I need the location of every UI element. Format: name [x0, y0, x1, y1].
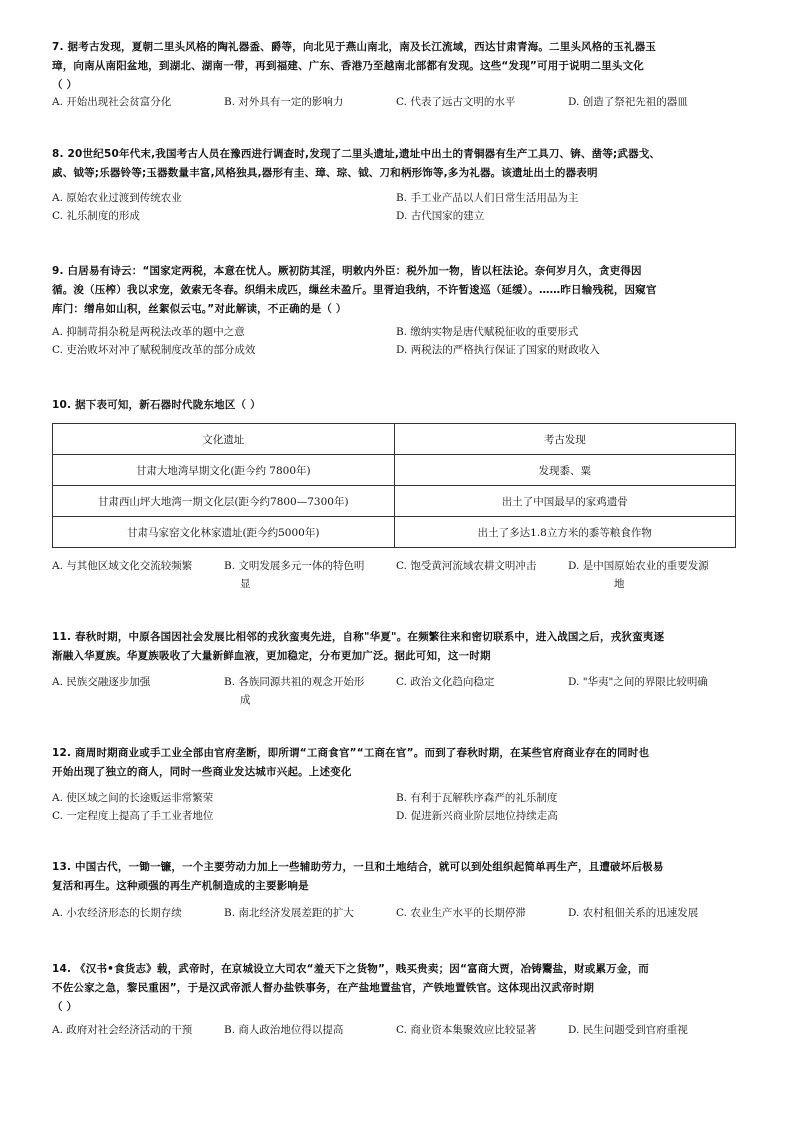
- table-header-cell: 文化遗址: [53, 424, 395, 455]
- question-11-option-d[interactable]: D. "华夷"之间的界限比较明确: [568, 676, 708, 688]
- question-10-option-a[interactable]: A. 与其他区域文化交流较频繁: [52, 560, 193, 572]
- question-8-option-b[interactable]: B. 手工业产品以人们日常生活用品为主: [396, 192, 579, 204]
- question-10-option-d[interactable]: D. 是中国原始农业的重要发源: [568, 560, 709, 572]
- question-12-options: [52, 790, 752, 826]
- table-cell: 甘肃西山坪大地湾一期文化层(距今约7800—7300年): [53, 486, 395, 517]
- question-7-stem-line3: （ ）: [52, 79, 78, 91]
- question-13-option-b[interactable]: B. 南北经济发展差距的扩大: [224, 907, 354, 919]
- question-7-option-d[interactable]: D. 创造了祭祀先祖的器皿: [568, 96, 688, 108]
- question-7-stem-line1: 7. 据考古发现，夏朝二里头风格的陶礼器盉、爵等，向北见于燕山南北，南及长江流域，西达甘肃青海。二里头风格的玉礼器玉: [52, 41, 657, 53]
- question-9: [52, 262, 752, 319]
- question-13-stem-line1: 13. 中国古代，一锄一镰，一个主要劳动力加上一些辅助劳力，一旦和土地结合，就可以到处组织起简单再生产，且遭破坏后极易: [52, 861, 664, 873]
- question-9-option-d[interactable]: D. 两税法的严格执行保证了国家的财政收入: [396, 344, 600, 356]
- question-9-stem: [52, 262, 752, 319]
- question-10: [52, 396, 752, 415]
- table-cell: 发现黍、粟: [394, 455, 736, 486]
- question-8-stem-line1: 8. 20世纪50年代末,我国考古人员在豫西进行调查时,发现了二里头遗址,遗址中出土的青铜器有生产工具刀、锛、凿等;武器戈、: [52, 148, 661, 160]
- question-13: [52, 858, 752, 896]
- question-8-option-c[interactable]: C. 礼乐制度的形成: [52, 210, 140, 222]
- question-11-stem-line2: 渐融入华夏族。华夏族吸收了大量新鲜血液，更加稳定，分布更加广泛。据此可知，这一时期: [52, 650, 491, 662]
- question-14-option-a[interactable]: A. 政府对社会经济活动的干预: [52, 1024, 193, 1036]
- question-12-stem: [52, 744, 752, 782]
- question-7-option-c[interactable]: C. 代表了远古文明的水平: [396, 96, 516, 108]
- question-11-option-b[interactable]: B. 各族同源共祖的观念开始形: [224, 676, 365, 688]
- question-11-option-b-wrap: 成: [240, 694, 251, 706]
- table-cell: 甘肃马家窑文化林家遗址(距今约5000年): [53, 517, 395, 548]
- table-row: [53, 517, 736, 548]
- question-8-stem: [52, 145, 752, 183]
- question-10-stem: [52, 396, 752, 415]
- question-8: [52, 145, 752, 183]
- table-cell: 出土了中国最早的家鸡遗骨: [394, 486, 736, 517]
- question-8-option-a[interactable]: A. 原始农业过渡到传统农业: [52, 192, 182, 204]
- question-10-option-d-wrap: 地: [614, 578, 625, 590]
- question-14: [52, 960, 752, 1017]
- question-13-stem-line2: 复活和再生。这种顽强的再生产机制造成的主要影响是: [52, 880, 309, 892]
- question-9-option-b[interactable]: B. 缴纳实物是唐代赋税征收的重要形式: [396, 326, 579, 338]
- table-header-row: [53, 424, 736, 455]
- question-12-option-b[interactable]: B. 有利于瓦解秩序森严的礼乐制度: [396, 792, 558, 804]
- question-8-options: [52, 190, 752, 226]
- question-10-option-c[interactable]: C. 饱受黄河流域农耕文明冲击: [396, 560, 537, 572]
- question-10-option-b-wrap: 显: [240, 578, 251, 590]
- table-row: [53, 486, 736, 517]
- question-12-option-d[interactable]: D. 促进新兴商业阶层地位持续走高: [396, 810, 558, 822]
- question-14-option-c[interactable]: C. 商业资本集聚效应比较显著: [396, 1024, 537, 1036]
- question-11-stem: [52, 628, 752, 666]
- question-8-option-d[interactable]: D. 古代国家的建立: [396, 210, 485, 222]
- question-11-option-a[interactable]: A. 民族交融逐步加强: [52, 676, 151, 688]
- question-9-option-a[interactable]: A. 抑制苛捐杂税是两税法改革的题中之意: [52, 326, 245, 338]
- question-11-option-c[interactable]: C. 政治文化趋向稳定: [396, 676, 495, 688]
- question-7-option-b[interactable]: B. 对外具有一定的影响力: [224, 96, 344, 108]
- question-13-option-d[interactable]: D. 农村租佃关系的迅速发展: [568, 907, 699, 919]
- question-9-stem-line1: 9. 白居易有诗云：“国家定两税，本意在忧人。厥初防其淫，明敕内外臣：税外加一物，皆以枉法论。奈何岁月久，贪吏得因: [52, 265, 642, 277]
- question-9-stem-line3: 库门：缯帛如山积，丝絮似云屯。”对此解读，不正确的是（ ）: [52, 303, 347, 315]
- question-10-option-b[interactable]: B. 文明发展多元一体的特色明: [224, 560, 365, 572]
- question-12: [52, 744, 752, 782]
- question-14-stem-line1: 14. 《汉书•食货志》载，武帝时，在京城设立大司农“羞天下之货物”，贱买贵卖；因“富商大贾，冶铸鬻盐，财或累万金，而: [52, 963, 649, 975]
- question-12-stem-line2: 开始出现了独立的商人，同时一些商业发达城市兴起。上述变化: [52, 766, 352, 778]
- question-9-stem-line2: 循。浚（压榨）我以求宠，敛索无冬春。织绢未成匹，缫丝未盈斤。里胥迫我纳，不许暂逡巡（延缓）。……昨日输残税，因窥官: [52, 284, 657, 296]
- question-14-option-b[interactable]: B. 商人政治地位得以提高: [224, 1024, 344, 1036]
- table-cell: 甘肃大地湾早期文化(距今约 7800年): [53, 455, 395, 486]
- question-7-option-a[interactable]: A. 开始出现社会贫富分化: [52, 96, 172, 108]
- question-13-stem: [52, 858, 752, 896]
- question-10-table: [52, 423, 736, 548]
- question-10-stem-line1: 10. 据下表可知，新石器时代陇东地区（ ）: [52, 399, 261, 411]
- question-7-stem: [52, 38, 752, 95]
- question-13-option-c[interactable]: C. 农业生产水平的长期停滞: [396, 907, 526, 919]
- question-11: [52, 628, 752, 666]
- table-header-cell: 考古发现: [394, 424, 736, 455]
- question-12-option-c[interactable]: C. 一定程度上提高了手工业者地位: [52, 810, 214, 822]
- question-9-options: [52, 324, 752, 360]
- question-12-stem-line1: 12. 商周时期商业或手工业全部由官府垄断，即所谓“工商食官”“工商在官”。而到了春秋时期，在某些官府商业存在的同时也: [52, 747, 650, 759]
- question-14-option-d[interactable]: D. 民生问题受到官府重视: [568, 1024, 688, 1036]
- question-8-stem-line2: 戚、钺等;乐器铃等;玉器数量丰富,风格独具,器形有圭、璋、琮、钺、刀和柄形饰等,多为礼器。该遗址出土的器表明: [52, 167, 598, 179]
- question-10-options: [52, 558, 752, 594]
- question-14-stem-line3: （ ）: [52, 1001, 78, 1013]
- question-14-stem-line2: 不佐公家之急，黎民重困”，于是汉武帝派人督办盐铁事务，在产盐地置盐官，产铁地置铁官。这体现出汉武帝时期: [52, 982, 595, 994]
- question-12-option-a[interactable]: A. 使区域之间的长途贩运非常繁荣: [52, 792, 214, 804]
- question-11-options: [52, 674, 752, 710]
- question-7-stem-line2: 璋，向南从南阳盆地，到湖北、湖南一带，再到福建、广东、香港乃至越南北部都有发现。这些“发现”可用于说明二里头文化: [52, 60, 644, 72]
- table-row: [53, 455, 736, 486]
- question-11-stem-line1: 11. 春秋时期，中原各国因社会发展比相邻的戎狄蛮夷先进，自称"华夏"。在频繁往来和密切联系中，进入战国之后，戎狄蛮夷逐: [52, 631, 665, 643]
- question-13-option-a[interactable]: A. 小农经济形态的长期存续: [52, 907, 182, 919]
- question-14-stem: [52, 960, 752, 1017]
- question-7: [52, 38, 752, 95]
- table-cell: 出土了多达1.8立方米的黍等粮食作物: [394, 517, 736, 548]
- question-9-option-c[interactable]: C. 吏治败坏对冲了赋税制度改革的部分成效: [52, 344, 256, 356]
